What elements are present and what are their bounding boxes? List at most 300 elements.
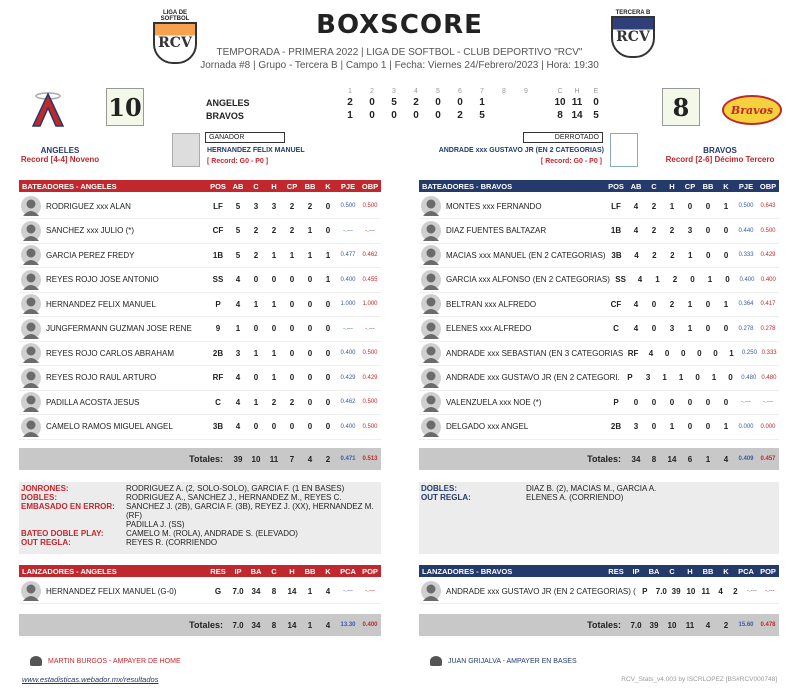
- stat-value: 2: [669, 299, 675, 309]
- stat-value: 1: [723, 299, 729, 309]
- player-position: CF: [212, 226, 224, 235]
- league-logo-left: LIGA DE SOFTBOL RCV: [150, 10, 200, 64]
- stat-value: 4: [633, 299, 639, 309]
- column-header: PCA: [738, 566, 754, 576]
- total-value: 2: [723, 620, 729, 630]
- umpire-home: MARTIN BURGOS - AMPAYER DE HOME: [30, 656, 181, 666]
- pje-value: 0.462: [340, 399, 356, 405]
- player-photo: [21, 343, 41, 363]
- game-info: Jornada #8 | Grupo - Tercera B | Campo 1 | Fecha: Viernes 24/Febrero/2023 | Hora: 19:30: [200, 60, 599, 71]
- pje-value: 0.440: [738, 227, 754, 234]
- column-header: PJE: [340, 181, 356, 191]
- obp-value: 0.643: [760, 203, 776, 209]
- player-photo: [421, 245, 441, 265]
- stat-value: 1: [325, 275, 331, 284]
- pje-value: 0.250: [741, 350, 757, 356]
- total-value: 39: [649, 620, 659, 630]
- stat-value: 4: [235, 299, 241, 309]
- total-value: 6: [687, 454, 693, 464]
- player-name: DIAZ FUENTES BALTAZAR: [446, 226, 547, 235]
- batter-row: [419, 243, 779, 268]
- stat-value: 0: [723, 397, 729, 407]
- obp-value: 0.455: [362, 276, 378, 283]
- stat-value: 2: [271, 226, 277, 235]
- player-position: 1B: [610, 226, 622, 235]
- stat-value: 2: [651, 226, 657, 235]
- column-header: OBP: [361, 181, 379, 191]
- player-position: C: [613, 324, 619, 333]
- stat-value: 7.0: [232, 586, 244, 596]
- stat-value: 7.0: [655, 586, 667, 596]
- total-avg: 13.30: [340, 622, 356, 628]
- player-photo: [21, 294, 41, 314]
- stat-value: 1: [271, 250, 277, 260]
- pje-value: 0.400: [340, 423, 356, 430]
- obp-value: 0.500: [362, 203, 378, 209]
- player-name: GARCIA PEREZ FREDY: [46, 250, 135, 260]
- batter-row: [419, 390, 779, 415]
- note-detail: RODRIGUEZ A., SANCHEZ J., HERNANDEZ M., REYES C.: [126, 493, 342, 502]
- totals-label: Totales:: [189, 454, 223, 464]
- pje-value: 0.500: [340, 203, 356, 209]
- batter-row: [19, 390, 381, 415]
- stat-value: 2: [271, 397, 277, 407]
- stat-value: 1: [669, 201, 675, 211]
- note-line: [21, 529, 379, 538]
- stat-value: 34: [251, 586, 261, 596]
- column-header: C: [669, 566, 675, 576]
- batter-row: [419, 219, 779, 244]
- column-header: IP: [632, 566, 640, 576]
- bravos-logo: Bravos: [722, 95, 782, 125]
- note-detail: CAMELO M. (ROLA), ANDRADE S. (ELEVADO): [126, 529, 298, 538]
- stat-value: 0: [325, 324, 331, 333]
- note-label: OUT REGLA:: [421, 493, 471, 502]
- player-photo: [21, 417, 41, 437]
- player-name: REYES ROJO JOSE ANTONIO: [46, 275, 159, 284]
- stat-value: 1: [711, 373, 717, 382]
- stat-value: 0: [651, 299, 657, 309]
- total-value: 2: [325, 454, 331, 464]
- stat-value: 3: [687, 226, 693, 235]
- obp-value: 0.500: [362, 399, 378, 405]
- column-header: C: [271, 566, 277, 576]
- batter-row: [19, 292, 381, 317]
- stat-value: 1: [723, 422, 729, 431]
- player-position: LF: [213, 201, 223, 211]
- column-header: POS: [608, 181, 624, 191]
- player-position: RF: [627, 348, 639, 358]
- player-name: REYES ROJO CARLOS ABRAHAM: [46, 348, 175, 358]
- column-header: K: [723, 566, 729, 576]
- player-position: SS: [615, 275, 626, 284]
- stat-value: 0: [723, 250, 729, 260]
- stat-value: 4: [235, 422, 241, 431]
- table-header: [419, 565, 779, 577]
- totals-label: Totales:: [587, 454, 621, 464]
- stat-value: 2: [733, 586, 738, 596]
- stat-value: 0: [705, 226, 711, 235]
- pitcher-result: P: [642, 586, 648, 596]
- batter-row: [419, 292, 779, 317]
- stat-value: 0: [725, 275, 730, 284]
- column-header: C: [651, 181, 657, 191]
- player-name: ANDRADE xxx GUSTAVO JR (EN 2 CATEGORIAS) (: [446, 586, 636, 596]
- column-header: RES: [210, 566, 226, 576]
- player-name: GARCIA xxx ALFONSO (EN 2 CATEGORIAS): [446, 275, 610, 284]
- stat-value: 0: [695, 373, 700, 382]
- note-line: [421, 493, 777, 502]
- stat-value: 5: [235, 201, 241, 211]
- table-header: [19, 565, 381, 577]
- totals-label: Totales:: [189, 620, 223, 630]
- pje-value: 0.400: [340, 276, 356, 283]
- player-photo: [421, 581, 441, 601]
- stat-value: 0: [325, 422, 331, 431]
- obp-value: 0.333: [761, 350, 777, 356]
- column-header: POP: [760, 566, 776, 576]
- player-photo: [21, 319, 41, 339]
- stat-value: 2: [652, 250, 657, 260]
- stat-value: 1: [235, 324, 241, 333]
- batter-row: [419, 194, 779, 219]
- stat-value: 0: [651, 397, 657, 407]
- pca-value: -.---: [343, 588, 353, 594]
- note-label: DOBLES:: [421, 484, 457, 493]
- obp-value: 0.500: [362, 350, 378, 356]
- table-title: BATEADORES - BRAVOS: [422, 181, 513, 191]
- winner-photo: [172, 133, 200, 167]
- obp-value: 0.480: [761, 374, 777, 381]
- pje-value: 0.278: [738, 325, 754, 332]
- stat-value: 2: [289, 397, 295, 407]
- stat-value: 3: [633, 422, 639, 431]
- stat-value: 0: [325, 299, 331, 309]
- stat-value: 1: [289, 250, 295, 260]
- stat-value: 5: [235, 250, 241, 260]
- stat-value: 1: [253, 299, 259, 309]
- total-value: 4: [705, 620, 711, 630]
- stat-value: 1: [655, 275, 660, 284]
- stat-value: 0: [687, 397, 693, 407]
- pitcher-row: [419, 579, 779, 604]
- note-label: DOBLES:: [21, 493, 57, 502]
- player-position: 3B: [212, 422, 224, 431]
- stat-value: 1: [678, 373, 684, 382]
- stat-value: 1: [669, 422, 675, 431]
- stat-value: 0: [325, 226, 331, 235]
- stat-value: 2: [672, 275, 678, 284]
- stat-value: 0: [690, 275, 695, 284]
- stat-value: 0: [307, 275, 313, 284]
- stat-value: 39: [671, 586, 681, 596]
- note-label: OUT REGLA:: [21, 538, 71, 547]
- total-value: 34: [251, 620, 261, 630]
- table-title: LANZADORES - BRAVOS: [422, 566, 513, 576]
- stat-value: 4: [633, 201, 639, 211]
- total-value: 8: [271, 620, 277, 630]
- stat-value: 2: [307, 201, 313, 211]
- stat-value: 0: [697, 348, 702, 358]
- batter-row: [19, 317, 381, 342]
- note-line: [21, 484, 379, 493]
- stat-value: 1: [729, 348, 734, 358]
- totals-row: [419, 448, 779, 470]
- note-line: [21, 502, 379, 520]
- note-line: [21, 538, 379, 547]
- pje-value: 0.333: [738, 252, 754, 258]
- total-value: 10: [667, 620, 677, 630]
- column-header: RES: [608, 566, 624, 576]
- stat-value: 4: [633, 324, 639, 333]
- stat-value: 3: [253, 201, 259, 211]
- player-name: REYES ROJO RAUL ARTURO: [46, 373, 157, 382]
- stat-value: 0: [307, 422, 313, 431]
- note-detail: SANCHEZ J. (2B), GARCIA F. (3B), REYEZ J. (XX), HERNANDEZ M. (RF): [126, 502, 374, 520]
- batter-row: [419, 317, 779, 342]
- stat-value: 0: [307, 324, 313, 333]
- note-label: EMBASADO EN ERROR:: [21, 502, 115, 511]
- stat-value: 2: [253, 250, 259, 260]
- player-photo: [421, 368, 441, 388]
- winner-record: [ Record: G0 - P0 ]: [207, 158, 269, 165]
- stat-value: 0: [651, 422, 657, 431]
- stat-value: 14: [287, 586, 297, 596]
- total-value: 7.0: [630, 620, 642, 630]
- home-notes: [19, 482, 381, 554]
- stat-value: 0: [271, 275, 277, 284]
- stat-value: 4: [235, 373, 241, 382]
- stat-value: 10: [686, 586, 696, 596]
- player-photo: [421, 319, 441, 339]
- stat-value: 2: [670, 250, 675, 260]
- stat-value: 1: [271, 348, 277, 358]
- total-obp: 0.513: [362, 456, 378, 462]
- batter-row: [19, 219, 381, 244]
- stat-value: 0: [651, 324, 657, 333]
- obp-value: 0.417: [760, 301, 776, 307]
- column-header: BB: [702, 181, 714, 191]
- pop-value: -.---: [365, 588, 375, 594]
- stat-value: 0: [705, 250, 711, 260]
- rcv-logo: RCV: [611, 16, 655, 58]
- total-value: 4: [307, 454, 313, 464]
- stat-value: 1: [687, 299, 693, 309]
- stat-value: 11: [701, 586, 710, 596]
- stat-value: 1: [253, 348, 259, 358]
- umpire-icon: [430, 656, 442, 666]
- obp-value: 0.462: [362, 252, 378, 258]
- player-position: RF: [212, 373, 224, 382]
- stat-value: 2: [669, 226, 675, 235]
- player-position: 2B: [212, 348, 224, 358]
- total-value: 10: [251, 454, 261, 464]
- total-value: 8: [651, 454, 657, 464]
- obp-value: -.---: [365, 325, 375, 332]
- player-photo: [421, 196, 441, 216]
- note-line: [421, 484, 777, 493]
- stat-value: 1: [662, 373, 667, 382]
- stat-value: 4: [637, 275, 643, 284]
- player-name: SANCHEZ xxx JULIO (*): [46, 226, 135, 235]
- stat-value: 0: [307, 299, 313, 309]
- batter-row: [19, 366, 381, 391]
- obp-value: 0.500: [362, 423, 378, 430]
- stat-value: 1: [307, 250, 313, 260]
- player-name: MACIAS xxx MANUEL (EN 2 CATEGORIAS): [446, 250, 606, 260]
- total-avg: 0.409: [738, 456, 754, 462]
- note-line: [21, 493, 379, 502]
- column-header: IP: [234, 566, 242, 576]
- player-photo: [421, 343, 441, 363]
- totals-row: [19, 448, 381, 470]
- pitcher-row: [19, 579, 381, 604]
- stat-value: 0: [307, 348, 313, 358]
- obp-value: 0.000: [760, 423, 776, 430]
- stat-value: 1: [307, 226, 313, 235]
- stat-value: 0: [253, 422, 259, 431]
- batter-row: [419, 341, 779, 366]
- column-header: AB: [630, 181, 642, 191]
- note-detail: DIAZ B. (2), MACIAS M., GARCIA A.: [526, 484, 657, 493]
- stat-value: 1: [271, 299, 277, 309]
- stat-value: 0: [325, 348, 331, 358]
- total-value: 1: [307, 620, 313, 630]
- total-value: 4: [325, 620, 331, 630]
- player-name: ANDRADE xxx SEBASTIAN (EN 3 CATEGORIAS: [446, 348, 624, 358]
- player-name: ELENES xxx ALFREDO: [446, 324, 532, 333]
- pje-value: 0.477: [340, 252, 356, 258]
- stat-value: 4: [634, 250, 639, 260]
- obp-value: 0.400: [760, 276, 776, 283]
- stat-value: 0: [289, 275, 295, 284]
- pje-value: 0.400: [340, 350, 356, 356]
- player-name: PADILLA ACOSTA JESUS: [46, 397, 140, 407]
- total-value: 34: [631, 454, 641, 464]
- player-position: SS: [212, 275, 224, 284]
- player-name: CAMELO RAMOS MIGUEL ANGEL: [46, 422, 173, 431]
- stat-value: 2: [289, 201, 295, 211]
- column-header: H: [669, 181, 675, 191]
- stat-value: 0: [253, 324, 259, 333]
- loser-photo: [610, 133, 638, 167]
- batter-row: [19, 341, 381, 366]
- stat-value: 0: [289, 324, 295, 333]
- stat-value: 0: [705, 422, 711, 431]
- total-value: 14: [667, 454, 677, 464]
- stat-value: 0: [253, 373, 259, 382]
- results-link[interactable]: www.estadisticas.webador.mx/resultados: [22, 675, 159, 684]
- stat-value: 0: [271, 422, 277, 431]
- column-header: PCA: [340, 566, 356, 576]
- stat-value: 1: [307, 586, 313, 596]
- stat-value: 5: [235, 226, 241, 235]
- table-header: [19, 180, 381, 192]
- column-header: POP: [362, 566, 378, 576]
- column-header: H: [687, 566, 693, 576]
- stat-value: 0: [289, 348, 295, 358]
- pje-value: 0.480: [741, 374, 757, 381]
- batter-row: [419, 366, 779, 391]
- pje-value: -.---: [343, 325, 353, 332]
- player-position: 9: [215, 324, 221, 333]
- batter-row: [19, 194, 381, 219]
- player-photo: [421, 417, 441, 437]
- total-avg: 0.471: [340, 456, 356, 462]
- note-detail: RODRIGUEZ A. (2, SOLO-SOLO), GARCIA F. (1 EN BASES): [126, 484, 345, 493]
- pje-value: 0.000: [738, 423, 754, 430]
- home-score: 10: [106, 88, 144, 126]
- totals-row: [419, 614, 779, 636]
- table-title: BATEADORES - ANGELES: [22, 181, 117, 191]
- column-header: CP: [684, 181, 696, 191]
- stat-value: 3: [669, 324, 675, 333]
- umpire-icon: [30, 656, 42, 666]
- column-header: CP: [286, 181, 298, 191]
- stat-value: 0: [325, 373, 331, 382]
- column-header: BB: [304, 566, 316, 576]
- obp-value: 0.500: [760, 227, 776, 234]
- batter-row: [419, 415, 779, 440]
- stat-value: 1: [723, 201, 729, 211]
- note-detail: REYES R. (CORRIENDO: [126, 538, 218, 547]
- player-name: JUNGFERMANN GUZMAN JOSE RENE: [46, 324, 192, 333]
- stat-value: 4: [718, 586, 723, 596]
- stat-value: 1: [688, 250, 693, 260]
- total-value: 39: [233, 454, 243, 464]
- total-value: 7.0: [232, 620, 244, 630]
- stat-value: 0: [705, 201, 711, 211]
- stat-value: 4: [648, 348, 654, 358]
- batter-row: [419, 268, 779, 293]
- note-detail: PADILLA J. (SS): [126, 520, 185, 529]
- total-value: 7: [289, 454, 295, 464]
- total-value: 4: [723, 454, 729, 464]
- player-name: VALENZUELA xxx NOE (*): [446, 397, 542, 407]
- player-name: RODRIGUEZ xxx ALAN: [46, 201, 131, 211]
- stat-value: 0: [271, 324, 277, 333]
- pop-value: -.---: [765, 588, 775, 594]
- pje-value: 0.500: [738, 203, 754, 209]
- player-position: 1B: [212, 250, 224, 260]
- stat-value: 0: [289, 373, 295, 382]
- winner-name: HERNANDEZ FELIX MANUEL: [207, 147, 305, 154]
- player-name: HERNANDEZ FELIX MANUEL: [46, 299, 156, 309]
- stat-value: 2: [289, 226, 295, 235]
- stat-value: 0: [325, 397, 331, 407]
- player-position: P: [215, 299, 221, 309]
- player-position: 3B: [611, 250, 622, 260]
- column-header: AB: [232, 181, 244, 191]
- note-detail: ELENES A. (CORRIENDO): [526, 493, 624, 502]
- footer-version: RCV_Stats_v4.003 by ISCRLOPEZ [BS#RCV000748]: [621, 676, 777, 683]
- player-photo: [21, 270, 41, 290]
- column-header: PJE: [738, 181, 754, 191]
- stat-value: 0: [680, 348, 686, 358]
- obp-value: 0.429: [760, 252, 776, 258]
- column-header: BA: [648, 566, 660, 576]
- column-header: POS: [210, 181, 226, 191]
- stat-value: 0: [705, 299, 711, 309]
- stat-value: 0: [705, 324, 711, 333]
- stat-value: 1: [325, 250, 331, 260]
- total-obp: 0.400: [362, 622, 378, 628]
- stat-value: 0: [723, 226, 729, 235]
- batter-row: [19, 415, 381, 440]
- player-name: MONTES xxx FERNANDO: [446, 201, 542, 211]
- pje-value: -.---: [741, 399, 751, 405]
- pje-value: 0.364: [738, 301, 754, 307]
